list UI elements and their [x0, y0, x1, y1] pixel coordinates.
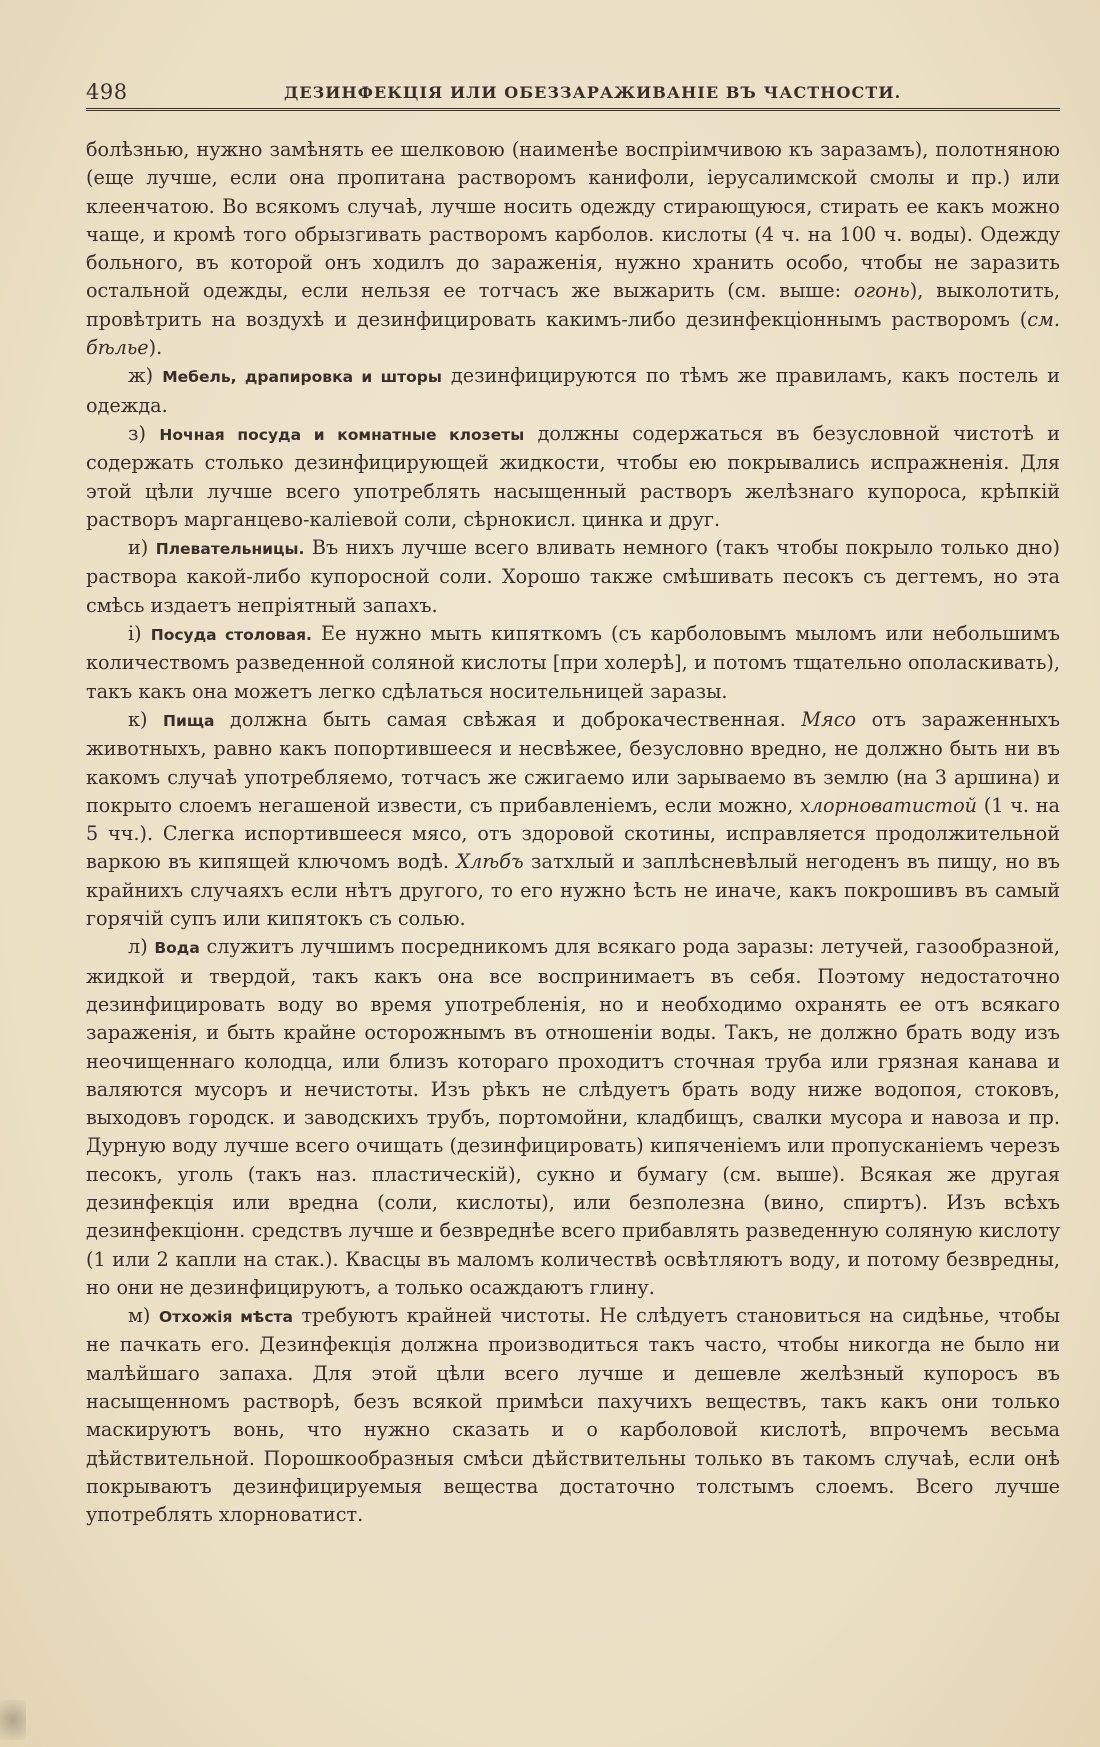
item-label: и) — [128, 536, 149, 560]
paragraph-text: требуютъ крайней чистоты. Не слѣдуетъ становиться на сидѣнье, чтобы не пачкать его. Дезинфекція должна производиться такъ часто, чтобы никогда не было ни малѣйшаго запаха. Для этой цѣли всего лучше и дешевле желѣзный купоросъ въ насыщенномъ растворѣ, безъ всякой примѣси пахучихъ веществъ, такъ какъ они только маскируютъ вонь, что нужно сказать и о карболовой кислотѣ, впрочемъ весьма дѣйствительной. Порошкообразныя смѣси дѣйствительны только въ такомъ случаѣ, если онѣ покрываютъ дезинфицируемыя вещества достаточно толстымъ слоемъ. Всего лучше употреблять хлорноватист. — [86, 1304, 1060, 1527]
item-heading: Ночная посуда и комнатные клозеты — [159, 425, 525, 444]
paragraph-water — [86, 933, 1060, 1302]
paragraph-text: служитъ лучшимъ посредникомъ для всякаго рода заразы: летучей, газообразной, жидкой и твердой, такъ какъ она все воспринимаетъ въ себя. Поэтому недостаточно дезинфицировать воду во время употребленія, но и необходимо охранять ее отъ всякаго зараженія, и быть крайне осторожнымъ въ отношеніи воды. Такъ, не должно брать воду изъ неочищеннаго колодца, или близъ котораго проходитъ сточная труба или грязная канава и валяются мусоръ и нечистоты. Изъ рѣкъ не слѣдуетъ брать воду ниже водопоя, стоковъ, выходовъ городск. и заводскихъ трубъ, портомойни, кладбищъ, свалки мусора и навоза и пр. Дурную воду лучше всего очищать (дезинфицировать) кипяченіемъ или пропусканіемъ черезъ песокъ, уголь (такъ наз. пластическій), сукно и бумагу (см. выше). Всякая же другая дезинфекція или вредна (соли, кислоты), или безполезна (вино, спиртъ). Изъ всѣхъ дезинфекціонн. средствъ лучше и безвреднѣе всего прибавлять разведенную соляную кислоту (1 или 2 капли на стак.). Квасцы въ маломъ количествѣ освѣтляютъ воду, и потому безвредны, но они не дезинфицируютъ, а только осаждаютъ глину. — [86, 935, 1060, 1299]
paragraph-spittoons — [86, 534, 1060, 620]
paper-stain — [0, 1700, 26, 1740]
item-heading: Отхожія мѣста — [158, 1308, 293, 1327]
paragraph-text: затхлый и заплѣсневѣлый негоденъ въ пищу, но въ крайнихъ случаяхъ если нѣтъ другого, то его нужно ѣсть не иначе, какъ покрошивъ въ самый горячій супъ или кипятокъ съ солью. — [86, 850, 1061, 931]
item-heading: Плевательницы. — [155, 540, 305, 559]
paragraph-text: болѣзнью, нужно замѣнять ее шелковою (наименѣе воспріимчивою къ заразамъ), полотняною (еще лучше, если она пропитана растворомъ канифоли, іерусалимской смолы и пр.) или клеенчатою. Во всякомъ случаѣ, лучше носить одежду стирающуюся, стирать ее какъ можно чаще, и кромѣ того обрызгивать растворомъ карболов. кислоты (4 ч. на 100 ч. воды). Одежду больного, въ которой онъ ходилъ до зараженія, нужно хранить особо, чтобы не заразить остальной одежды, если нельзя ее тотчасъ же выжарить (см. выше: — [86, 138, 1060, 303]
item-label: к) — [128, 707, 148, 731]
body-text — [86, 136, 1060, 1530]
page-header — [86, 78, 1060, 111]
paragraph-text: ), выколотить, провѣтрить на воздухѣ и дезинфицировать какимъ-либо дезинфекціоннымъ растворомъ ( — [86, 279, 1061, 331]
italic-ref: огонь — [853, 279, 910, 303]
paragraph-furniture — [86, 362, 1060, 420]
item-label: і) — [128, 622, 142, 646]
item-label: м) — [128, 1304, 151, 1328]
paragraph-latrines — [86, 1302, 1060, 1529]
item-label: л) — [128, 935, 148, 959]
italic-ref: Мясо — [801, 707, 857, 731]
paragraph-text: (1 ч. на 5 чч.). Слегка испортившееся мясо, отъ здоровой скотины, исправляется продолжительной варкою въ кипящей ключомъ водѣ. — [86, 793, 1060, 874]
paragraph-text: должны содержаться въ безусловной чистотѣ и содержать столько дезинфицирующей жидкости, чтобы ею покрывались испражненія. Для этой цѣли лучше всего употреблять насыщенный растворъ желѣзнаго купороса, крѣпкій растворъ марганцево-каліевой соли, сѣрнокисл. цинка и друг. — [86, 421, 1060, 531]
paragraph-text: Ее нужно мыть кипяткомъ (съ карболовымъ мыломъ или небольшимъ количествомъ разведенной соляной кислоты [при холерѣ], и потомъ тщательно ополаскивать), такъ какъ она можетъ легко сдѣлаться носительницей заразы. — [86, 622, 1060, 703]
paragraph-text: Въ нихъ лучше всего вливать немного (такъ чтобы покрыло только дно) раствора какой-либо купоросной соли. Хорошо также смѣшивать песокъ съ дегтемъ, но эта смѣсь издаетъ непріятный запахъ. — [86, 536, 1060, 617]
paragraph-continuation — [86, 136, 1060, 362]
item-heading: Мебель, драпировка и шторы — [162, 368, 442, 387]
italic-ref: хлорноватистой — [799, 793, 978, 817]
item-heading: Вода — [154, 939, 200, 958]
paragraph-text: должна быть самая свѣжая и доброкачественная. — [214, 707, 802, 731]
italic-ref: см. бѣлье — [86, 307, 1060, 360]
paragraph-text: дезинфицируются по тѣмъ же правиламъ, какъ постель и одежда. — [86, 364, 1060, 417]
italic-ref: Хлѣбъ — [456, 850, 524, 874]
paragraph-text: отъ зараженныхъ животныхъ, равно какъ попортившееся и несвѣжее, безусловно вредно, не должно быть ни въ какомъ случаѣ употребляемо, тотчасъ же сжигаемо или зарываемо въ землю (на 3 аршина) и покрыто слоемъ негашеной извести, съ прибавленіемъ, если можно, — [86, 707, 1060, 817]
paragraph-food — [86, 706, 1060, 933]
paragraph-tableware — [86, 620, 1060, 706]
paragraph-text: ). — [148, 336, 163, 360]
running-title: ДЕЗИНФЕКЦІЯ ИЛИ ОБЕЗЗАРАЖИВАНІЕ ВЪ ЧАСТНОСТИ. — [284, 83, 902, 102]
item-label: ж) — [128, 364, 154, 388]
page-number: 498 — [86, 80, 128, 104]
item-heading: Посуда столовая. — [150, 626, 312, 645]
item-heading: Пища — [163, 711, 215, 730]
paragraph-night-vessels — [86, 420, 1060, 534]
item-label: з) — [128, 421, 146, 445]
